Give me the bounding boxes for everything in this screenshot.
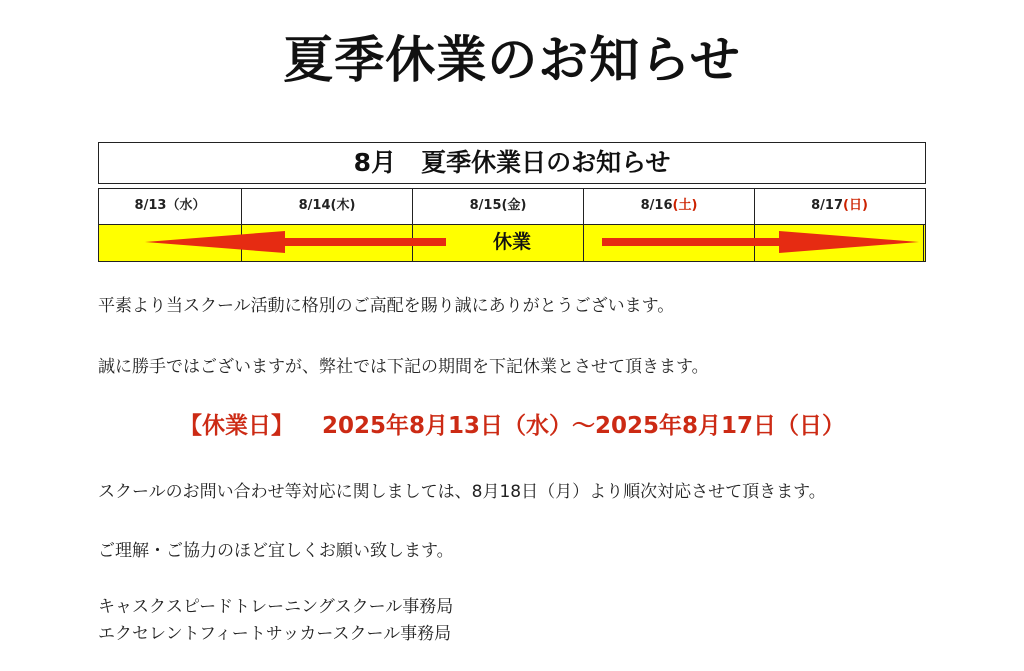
day-cell-8-16	[584, 189, 755, 224]
day-date: 8/14	[298, 198, 331, 213]
day-weekday: (木)	[330, 198, 356, 213]
holiday-period	[0, 410, 1024, 442]
page-title: 夏季休業のお知らせ	[283, 31, 741, 89]
holiday-range: 2025年8月13日（水）～2025年8月17日（日）	[321, 413, 846, 439]
holiday-label: 【休業日】	[178, 413, 294, 439]
day-cell-8-15	[413, 189, 584, 224]
greeting-text: 平素より当スクール活動に格別のご高配を賜り誠にありがとうございます。	[98, 296, 675, 316]
day-cell-8-17	[755, 189, 924, 224]
schedule-heading: 8月 夏季休業日のお知らせ	[98, 142, 926, 184]
signature-2: エクセレントフィートサッカースクール事務局	[98, 624, 452, 644]
closed-band	[98, 225, 926, 262]
day-row	[98, 188, 926, 225]
day-cell-8-14	[242, 189, 413, 224]
closed-label: 休業	[492, 231, 531, 253]
day-weekday: （水）	[166, 198, 206, 213]
closing-text: ご理解・ご協力のほど宜しくお願い致します。	[98, 541, 454, 561]
signature-1: キャスクスピードトレーニングスクール事務局	[98, 597, 454, 617]
day-weekday: (土)	[672, 198, 698, 213]
day-date: 8/16	[640, 198, 673, 213]
day-date: 8/17	[811, 198, 843, 213]
day-cell-8-13	[99, 189, 242, 224]
day-date: 8/13	[134, 198, 167, 213]
schedule-table	[98, 142, 926, 262]
day-weekday: (金)	[501, 198, 527, 213]
notice-text: 誠に勝手ではございますが、弊社では下記の期間を下記休業とさせて頂きます。	[98, 357, 709, 377]
day-date: 8/15	[469, 198, 502, 213]
resume-text: スクールのお問い合わせ等対応に関しましては、8月18日（月）より順次対応させて頂きます。	[98, 482, 826, 502]
day-weekday: (日)	[843, 198, 868, 213]
